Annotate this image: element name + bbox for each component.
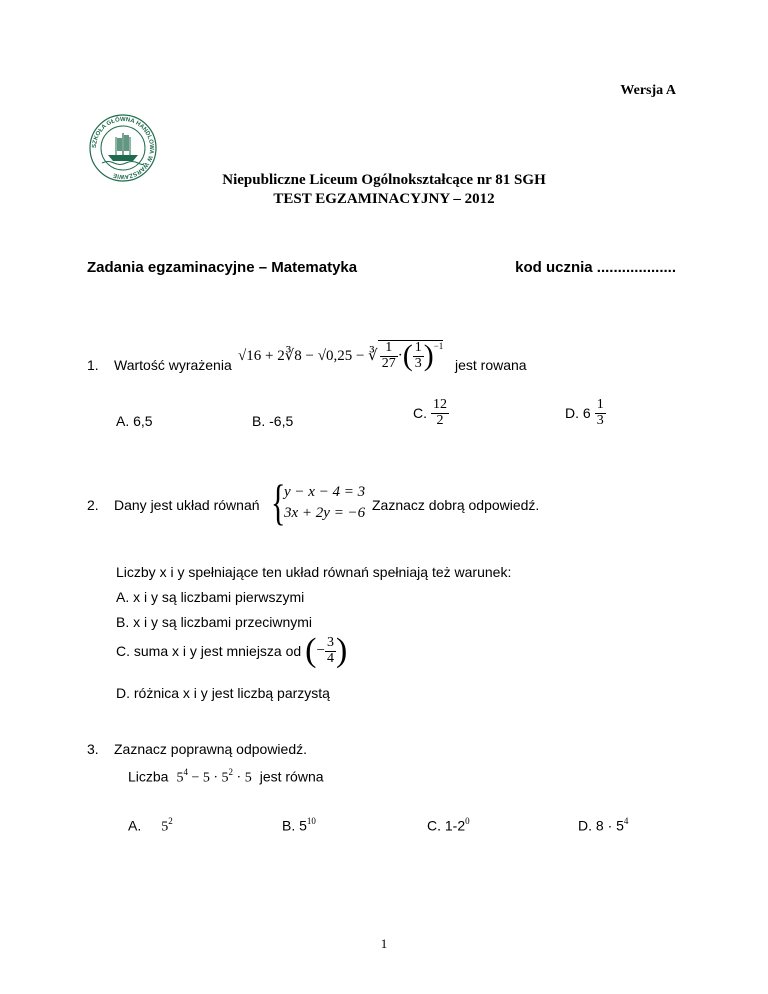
q1-option-b[interactable]: B. -6,5 [252, 413, 294, 429]
q2-equation-2: 3x + 2y = −6 [284, 505, 366, 521]
q2-option-b[interactable]: B. x i y są liczbami przeciwnymi [116, 614, 313, 630]
q1-number: 1. [87, 357, 99, 373]
q3-number: 3. [87, 741, 99, 757]
q1-option-d-fraction: $\frac{1}{3}$ [596, 397, 604, 428]
q1-radicand: $\frac{1}{27}$ ·( $\frac{1}{3}$ )$^{-1}$ [378, 340, 444, 371]
logo-text: SZKOŁA GŁÓWNA HANDLOWA W WARSZAWIE [91, 116, 155, 180]
q2-instruction: Zaznacz dobrą odpowiedź. [372, 497, 540, 513]
q2-option-c[interactable]: C. suma x i y jest mniejsza od (− $\frac{3}{4}$ ) [116, 632, 348, 669]
q2-option-a[interactable]: A. x i y są liczbami pierwszymi [116, 589, 305, 605]
subject-title: Zadania egzaminacyjne – Matematyka [87, 259, 358, 276]
q3-option-a[interactable]: A. $5^2$ [128, 816, 173, 835]
q3-instruction: Zaznacz poprawną odpowiedź. [114, 741, 308, 757]
q2-option-d[interactable]: D. różnica x i y jest liczbą parzystą [116, 685, 330, 701]
q1-exponent: −1 [433, 341, 444, 351]
page-number: 1 [380, 936, 388, 951]
q3-option-d[interactable]: D. $8 \cdot 5^4$ [578, 816, 629, 834]
q2-stem: Liczby x i y spełniające ten układ równań spełniają też warunek: [116, 564, 512, 580]
q1-option-a[interactable]: A. 6,5 [116, 413, 153, 429]
q2-number: 2. [87, 497, 99, 513]
school-name: Niepubliczne Liceum Ogólnokształcące nr 81 SGH [222, 172, 546, 188]
q1-expr-part1: √16 + 2∛8 − √0,25 − ∛ [238, 348, 378, 365]
q1-fraction-1: $\frac{1}{27}$ [381, 340, 396, 371]
q1-fraction-2: $\frac{1}{3}$ [414, 340, 422, 371]
student-code-field[interactable]: kod ucznia ................... [515, 259, 676, 276]
q2-option-c-fraction: $\frac{3}{4}$ [326, 634, 334, 666]
q1-option-c[interactable]: C. $\frac{12}{2}$ [413, 397, 447, 428]
q2-lead: Dany jest układ równań [114, 497, 260, 513]
test-title: TEST EGZAMINACYJNY – 2012 [273, 191, 495, 207]
q1-option-c-fraction: $\frac{12}{2}$ [433, 397, 447, 428]
system-brace: { [271, 474, 286, 530]
q3-option-c[interactable]: C. $1-2^0$ [427, 816, 470, 834]
q1-lead: Wartość wyrażenia [114, 357, 232, 373]
q1-tail: jest rowana [455, 357, 527, 373]
q1-option-d[interactable]: D. 6 $\frac{1}{3}$ [565, 397, 604, 428]
version-label: Wersja A [620, 83, 676, 98]
q3-stem: Liczba $5^4 - 5 \cdot 5^2 \cdot 5$ jest równa [128, 767, 324, 786]
q1-expression [238, 340, 443, 371]
q2-equation-1: y − x − 4 = 3 [284, 484, 366, 500]
q3-option-b[interactable]: B. $5^{10}$ [282, 816, 316, 834]
